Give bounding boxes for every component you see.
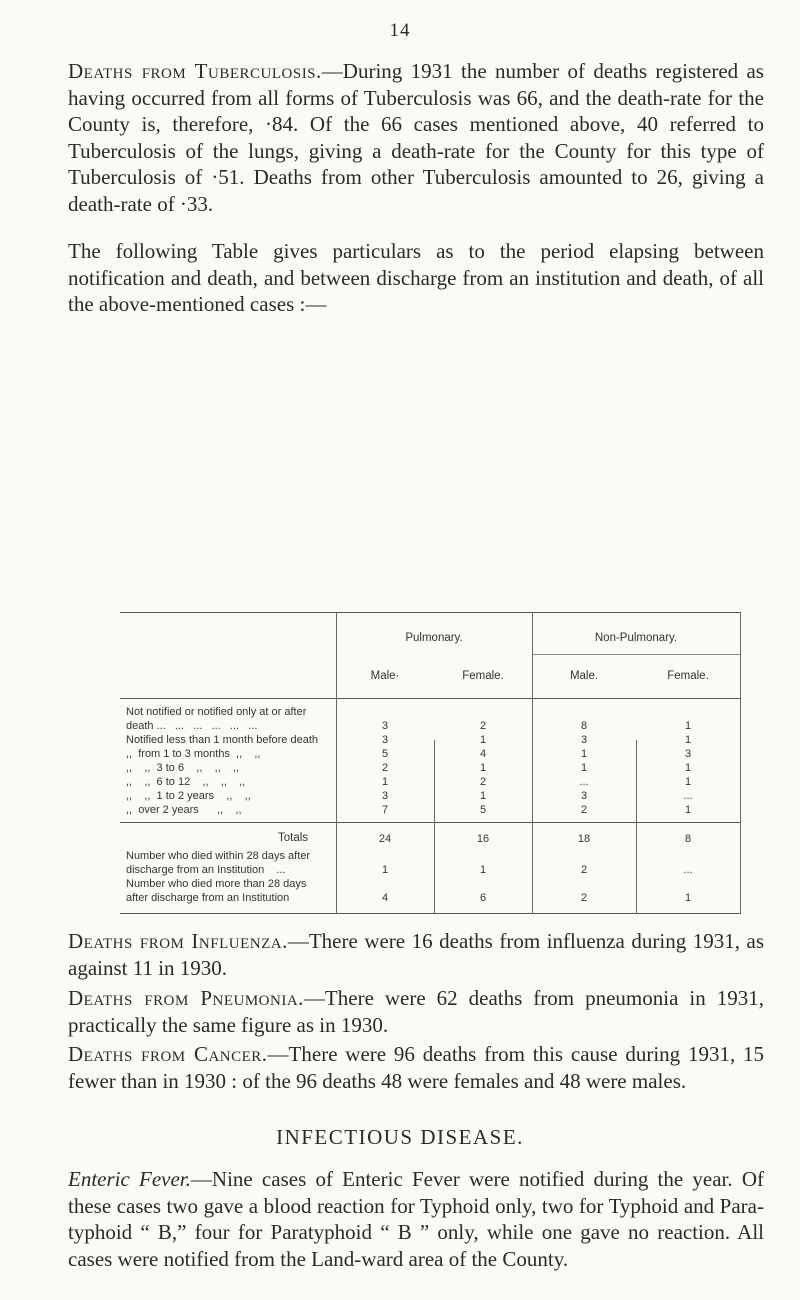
- table-cell: 3: [580, 734, 588, 746]
- totals-label: Totals: [278, 832, 309, 844]
- table-cell: 1: [580, 748, 588, 760]
- table-cell: 3: [684, 748, 692, 760]
- table-row-label: ,, over 2 years ,, ,,: [126, 804, 242, 816]
- table-cell: 2: [580, 804, 588, 816]
- table-cell: 1: [479, 734, 487, 746]
- table-cell: 1: [684, 720, 692, 732]
- enteric-fever-heading: Enteric Fever.: [68, 1167, 191, 1191]
- table-cell: 2: [580, 892, 588, 904]
- table-cell: ...: [579, 776, 589, 788]
- pneumonia-text: —There were 62 deaths from pneumonia in 1931, practically the same figure as in 1930.: [68, 986, 764, 1037]
- enteric-fever-paragraph: [68, 1166, 764, 1272]
- tuberculosis-table: [120, 612, 740, 914]
- table-cell: 2: [479, 720, 487, 732]
- table-cell: 1: [479, 790, 487, 802]
- influenza-heading: Deaths from Influenza.: [68, 929, 288, 953]
- infectious-disease-heading: INFECTIOUS DISEASE.: [276, 1125, 524, 1149]
- table-cell: 5: [381, 748, 389, 760]
- pneumonia-paragraph: [68, 985, 764, 1038]
- table-cell: 1: [479, 864, 487, 876]
- cancer-text: —There were 96 deaths from this cause during 1931, 15 fewer than in 1930 : of the 96 deaths 48 were females and 48 were males.: [68, 1042, 764, 1093]
- table-cell: 1: [684, 734, 692, 746]
- tuberculosis-paragraph: [68, 58, 764, 217]
- table-row-label: Not notified or notified only at or after: [126, 706, 307, 718]
- table-rule-nonpulmonary: [532, 654, 740, 655]
- pneumonia-heading: Deaths from Pneumonia.: [68, 986, 304, 1010]
- table-cell: 3: [381, 790, 389, 802]
- table-row-label: Number who died more than 28 days: [126, 878, 307, 890]
- table-cell: ...: [683, 864, 693, 876]
- totals-cell: 16: [476, 833, 490, 845]
- table-cell: 2: [381, 762, 389, 774]
- table-col-divider: [740, 612, 741, 914]
- table-cell: 3: [381, 720, 389, 732]
- pulmonary-female-header: Female.: [462, 670, 504, 682]
- pulmonary-male-header: Male·: [370, 670, 400, 682]
- table-rule-bottom: [120, 913, 740, 914]
- enteric-fever-text: —Nine cases of Enteric Fever were notified during the year. Of these cases two gave a blood reaction for Typhoid only, two for Typhoid and Para-typhoid “ B,” four for Paratyphoid “ B ” only, while one gave no reaction. All cases were notified from the Land-ward area of the County.: [68, 1167, 764, 1271]
- table-cell: 1: [684, 762, 692, 774]
- table-cell: ...: [683, 790, 693, 802]
- nonpulmonary-male-header: Male.: [569, 670, 599, 682]
- influenza-text: —There were 16 deaths from influenza during 1931, as against 11 in 1930.: [68, 929, 764, 980]
- table-intro-text: The following Table gives particulars as to the period elapsing between notification and death, and between discharge from an institution and death, of all the above-mentioned cases :—: [68, 239, 764, 316]
- table-cell: 6: [479, 892, 487, 904]
- nonpulmonary-header: Non-Pulmonary.: [594, 632, 678, 644]
- table-cell: 5: [479, 804, 487, 816]
- table-row-label: death ... ... ... ... ... ...: [126, 720, 258, 732]
- cancer-paragraph: [68, 1041, 764, 1094]
- totals-cell: 18: [577, 833, 591, 845]
- table-cell: 1: [381, 864, 389, 876]
- table-cell: 1: [684, 804, 692, 816]
- influenza-paragraph: [68, 928, 764, 981]
- tuberculosis-text: —During 1931 the number of deaths registered as having occurred from all forms of Tuberculosis was 66, and the death-rate for the County is, therefore, ·84. Of the 66 cases mentioned above, 40 referred to Tuberculosis of the lungs, giving a death-rate for the County for this type of Tuberculosis of ·51. Deaths from other Tuberculosis amounted to 26, giving a death-rate of ·33.: [68, 59, 764, 216]
- table-row-label: ,, ,, 1 to 2 years ,, ,,: [126, 790, 251, 802]
- table-cell: 3: [580, 790, 588, 802]
- table-cell: 2: [479, 776, 487, 788]
- table-row-label: ,, ,, 3 to 6 ,, ,, ,,: [126, 762, 240, 774]
- table-col-divider: [336, 612, 337, 914]
- table-row-label: ,, ,, 6 to 12 ,, ,, ,,: [126, 776, 246, 788]
- tuberculosis-heading: Deaths from Tuberculosis.: [68, 59, 322, 83]
- table-row-label: Number who died within 28 days after: [126, 850, 311, 862]
- table-intro-paragraph: [68, 238, 764, 318]
- table-cell: 1: [580, 762, 588, 774]
- table-cell: 4: [381, 892, 389, 904]
- table-rule-totals: [120, 822, 740, 823]
- table-rule-top: [120, 612, 740, 613]
- totals-cell: 8: [684, 833, 692, 845]
- table-cell: 4: [479, 748, 487, 760]
- table-cell: 3: [381, 734, 389, 746]
- table-row-label: discharge from an Institution ...: [126, 864, 286, 876]
- table-cell: 1: [479, 762, 487, 774]
- table-rule-header: [120, 698, 740, 699]
- table-cell: 2: [580, 864, 588, 876]
- table-col-divider: [532, 612, 533, 914]
- cancer-heading: Deaths from Cancer.: [68, 1042, 268, 1066]
- table-cell: 8: [580, 720, 588, 732]
- totals-cell: 24: [378, 833, 392, 845]
- table-cell: 1: [684, 892, 692, 904]
- table-col-divider: [434, 740, 435, 914]
- table-cell: 7: [381, 804, 389, 816]
- table-col-divider: [636, 740, 637, 914]
- table-cell: 1: [381, 776, 389, 788]
- table-row-label: Notified less than 1 month before death: [126, 734, 319, 746]
- table-row-label: after discharge from an Institution: [126, 892, 290, 904]
- nonpulmonary-female-header: Female.: [667, 670, 709, 682]
- table-row-label: ,, from 1 to 3 months ,, ,,: [126, 748, 261, 760]
- page-number: 14: [389, 20, 411, 41]
- pulmonary-header: Pulmonary.: [405, 632, 463, 644]
- table-cell: 1: [684, 776, 692, 788]
